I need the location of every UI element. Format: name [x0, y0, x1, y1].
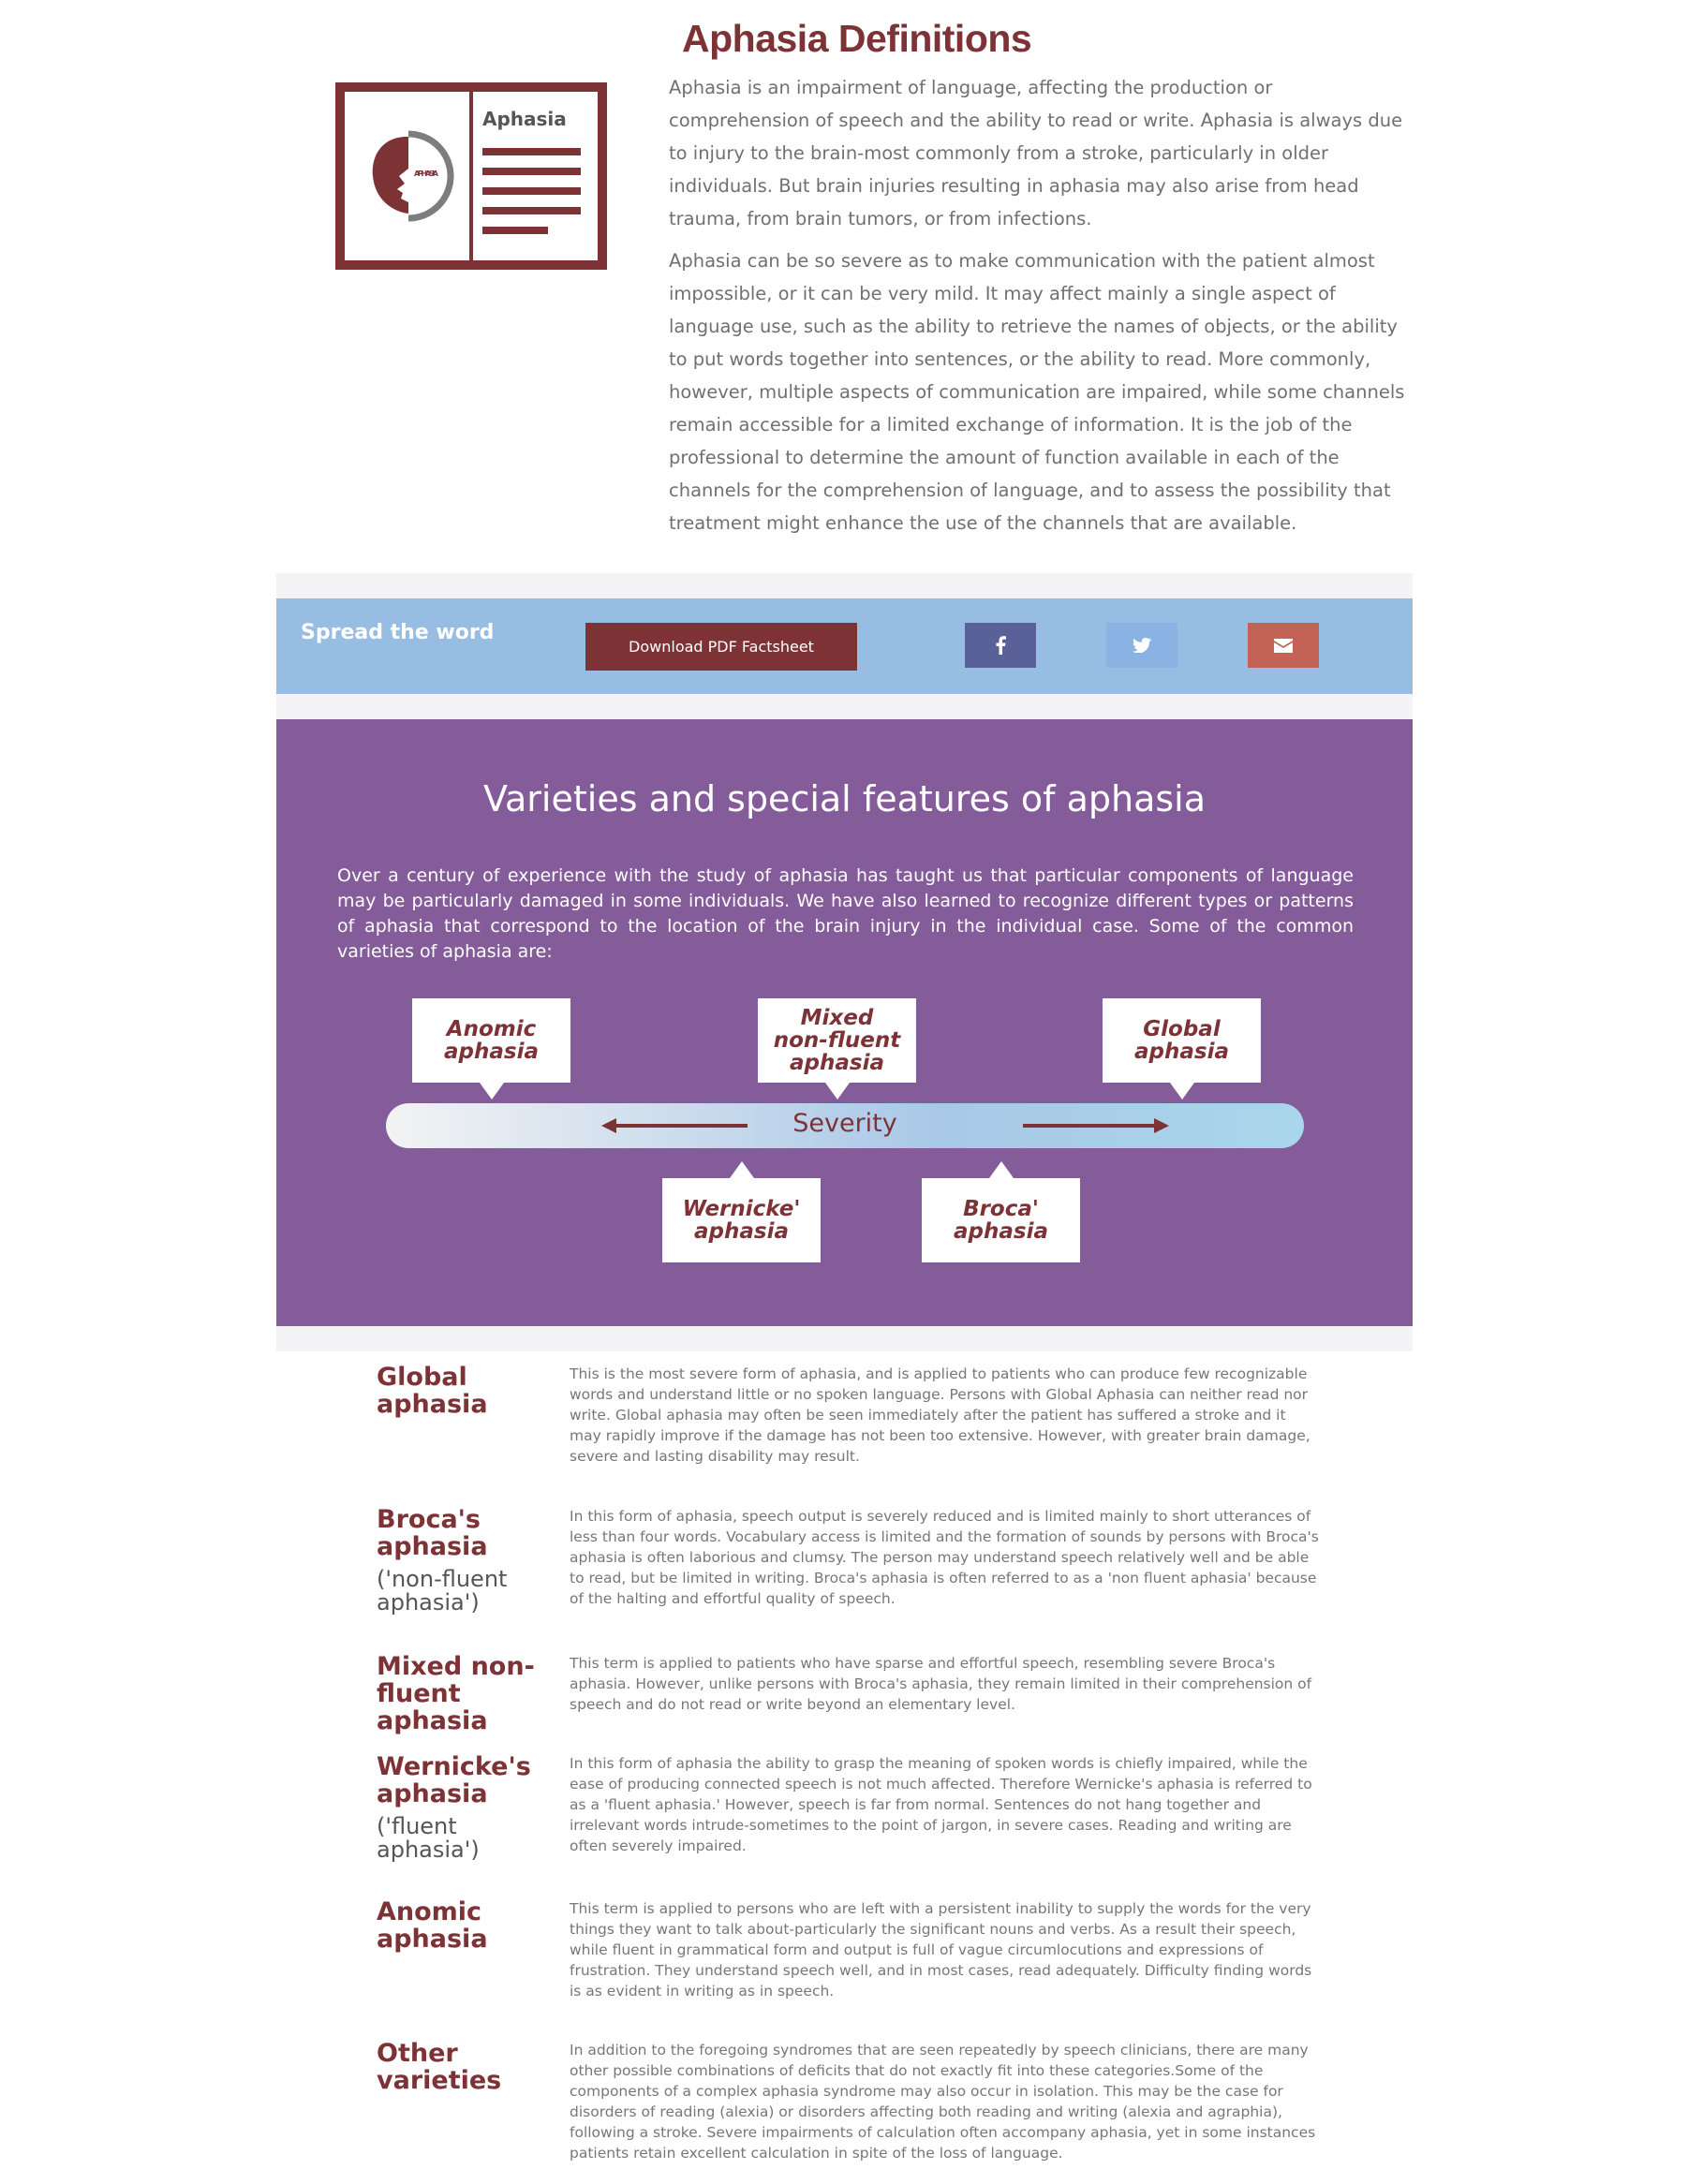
email-icon [1274, 639, 1293, 653]
email-share-button[interactable] [1248, 623, 1319, 668]
definition-title: Mixed non-fluent aphasia [377, 1652, 535, 1735]
intro-text [669, 71, 1409, 549]
definition-text: In this form of aphasia, speech output is severely reduced and is limited mainly to short utterances of less than four words. Vocabulary access is limited and the formation of sounds by persons with Broca's aphasia is often laborious and clumsy. The person may understand speech relatively well and be able to read, but be limited in writing. Broca's aphasia is often referred to as a 'non fluent aphasia' because of the halting and effortful quality of speech. [570, 1508, 1319, 1607]
download-pdf-button[interactable]: Download PDF Factsheet [585, 623, 857, 671]
broca-aphasia-label: Broca' aphasia [954, 1197, 1048, 1244]
illustration-label: Aphasia [482, 108, 567, 130]
definition-subtitle: ('fluent aphasia') [377, 1813, 480, 1863]
wernicke-aphasia-box [662, 1178, 821, 1262]
facebook-share-button[interactable] [965, 623, 1036, 668]
definition-text: In this form of aphasia the ability to grasp the meaning of spoken words is chiefly impaired, while the ease of producing connected speech is not much affected. Therefore Wernicke's aphasia is referred to as a 'fluent aphasia.' However, speech is far from normal. Sentences do not hang together and irrelevant words intrude-sometimes to the point of jargon, in severe cases. Reading and writing are often severely impaired. [570, 1755, 1312, 1854]
severity-scale [386, 1103, 1304, 1148]
severity-label: Severity [792, 1109, 897, 1138]
definition-title: Anomic aphasia [377, 1897, 488, 1954]
section-spacer [276, 573, 1413, 598]
definition-subtitle: ('non-fluent aphasia') [377, 1566, 508, 1616]
twitter-share-button[interactable] [1106, 623, 1177, 668]
anomic-aphasia-box [412, 998, 570, 1083]
definition-title: Broca's aphasia ('non-fluent aphasia') [377, 1506, 564, 1615]
aphasia-book-illustration [335, 82, 607, 270]
section-spacer [276, 694, 1413, 719]
share-bar [276, 598, 1413, 694]
intro-paragraph: Aphasia can be so severe as to make communication with the patient almost impossible, or it can be very mild. It may affect mainly a single aspect of language use, such as the ability to retrieve the names of objects, or the ability to put words together into sentences, or the ability to read. More commonly, however, multiple aspects of communication are impaired, while some channels remain accessible for a limited exchange of information. It is the job of the professional to determine the amount of function available in each of the channels for the comprehension of language, and to assess the possibility that treatment might enhance the use of the channels that are available. [669, 250, 1405, 534]
global-aphasia-label: Global aphasia [1134, 1017, 1229, 1064]
illustration-letters: APHASIA [414, 170, 438, 178]
share-label: Spread the word [301, 621, 495, 644]
anomic-aphasia-label: Anomic aphasia [444, 1017, 539, 1064]
arrow-right-icon [1023, 1114, 1169, 1137]
facebook-icon [995, 636, 1006, 655]
definition-text: This term is applied to persons who are left with a persistent inability to supply the words for the very things they want to talk about-particularly the significant nouns and verbs. As a result their speech, while fluent in grammatical form and output is full of vague circumlocutions and expressions of frustration. They understand speech well, and in most cases, read adequately. Difficulty finding words is as evident in writing as in speech. [570, 1900, 1312, 2000]
definition-text: This is the most severe form of aphasia, and is applied to patients who can produce few recognizable words and understand little or no spoken language. Persons with Global Aphasia can neither read nor write. Global aphasia may often be seen immediately after the patient has suffered a stroke and it may rapidly improve if the damage has not been too extensive. However, with greater brain damage, severe and lasting disability may result. [570, 1365, 1310, 1465]
global-aphasia-box [1103, 998, 1261, 1083]
varieties-section [276, 719, 1413, 1326]
wernicke-aphasia-label: Wernicke' aphasia [682, 1197, 801, 1244]
definition-text: In addition to the foregoing syndromes that are seen repeatedly by speech clinicians, there are many other possible combinations of deficits that do not exactly fit into these categories.Some of the components of a complex aphasia syndrome may also occur in isolation. This may be the case for disorders of reading (alexia) or disorders affecting both reading and writing (alexia and agraphia), following a stroke. Severe impairments of calculation often accompany aphasia, yet in some instances patients retain excellent calculation in spite of the loss of language. [570, 2042, 1316, 2162]
mixed-aphasia-label: Mixed non-fluent aphasia [773, 1006, 901, 1075]
section-spacer [276, 1326, 1413, 1351]
varieties-intro: Over a century of experience with the study of aphasia has taught us that particular components of language may be particularly damaged in some individuals. We have also learned to recognize different types or patterns of aphasia that correspond to the location of the brain injury in the individual case. Some of the common varieties of aphasia are: [337, 865, 1354, 962]
intro-paragraph: Aphasia is an impairment of language, affecting the production or comprehension of speech and the ability to read or write. Aphasia is always due to injury to the brain-most commonly from a stroke, particularly in older individuals. But brain injuries resulting in aphasia may also arise from head trauma, from brain tumors, or from infections. [669, 77, 1403, 229]
mixed-aphasia-box [758, 998, 916, 1083]
definition-text: This term is applied to patients who have sparse and effortful speech, resembling severe Broca's aphasia. However, unlike persons with Broca's aphasia, they remain limited in their comprehension of speech and do not read or write beyond an elementary level. [570, 1655, 1312, 1713]
definition-title: Wernicke's aphasia ('fluent aphasia') [377, 1753, 564, 1862]
varieties-title: Varieties and special features of aphasia [482, 778, 1207, 819]
definition-title: Other varieties [377, 2039, 502, 2095]
page-title: Aphasia Definitions [682, 17, 1032, 60]
broca-aphasia-box [922, 1178, 1080, 1262]
twitter-icon [1133, 638, 1151, 653]
definition-title: Global aphasia [377, 1363, 488, 1419]
